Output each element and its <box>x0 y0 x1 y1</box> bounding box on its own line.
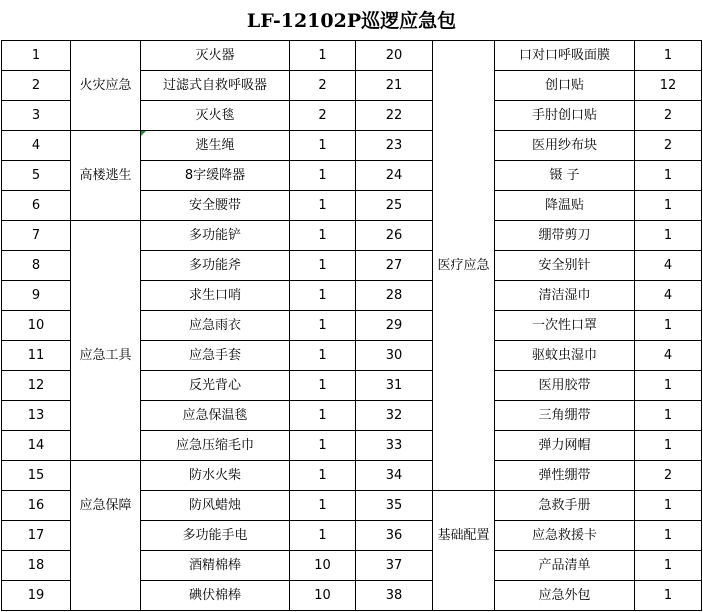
item-quantity: 1 <box>290 311 356 341</box>
item-name: 清洁湿巾 <box>495 281 635 311</box>
table-row <box>2 521 702 551</box>
table-row <box>2 131 702 161</box>
category-cell <box>433 341 495 371</box>
item-number: 33 <box>356 431 433 461</box>
item-quantity: 1 <box>635 221 702 251</box>
item-name: 绷带剪刀 <box>495 221 635 251</box>
table-row <box>2 191 702 221</box>
category-cell <box>71 221 141 251</box>
item-quantity: 1 <box>290 491 356 521</box>
table-row <box>2 431 702 461</box>
item-name: 安全腰带 <box>141 191 290 221</box>
item-name: 应急手套 <box>141 341 290 371</box>
item-quantity: 1 <box>290 161 356 191</box>
category-label: 基础配置 <box>433 521 495 551</box>
item-name: 应急救援卡 <box>495 521 635 551</box>
item-number: 22 <box>356 101 433 131</box>
item-quantity: 1 <box>635 431 702 461</box>
item-number: 26 <box>356 221 433 251</box>
item-quantity: 1 <box>290 521 356 551</box>
item-quantity: 1 <box>290 341 356 371</box>
item-number: 9 <box>2 281 71 311</box>
item-name: 三角绷带 <box>495 401 635 431</box>
category-cell <box>71 191 141 221</box>
item-number: 12 <box>2 371 71 401</box>
item-quantity: 1 <box>635 161 702 191</box>
item-name: 弹性绷带 <box>495 461 635 491</box>
item-quantity: 1 <box>290 401 356 431</box>
item-name: 求生口哨 <box>141 281 290 311</box>
item-quantity: 2 <box>635 461 702 491</box>
item-name: 应急保温毯 <box>141 401 290 431</box>
item-number: 28 <box>356 281 433 311</box>
item-number: 38 <box>356 581 433 611</box>
item-number: 3 <box>2 101 71 131</box>
category-cell <box>71 101 141 131</box>
item-quantity: 1 <box>635 581 702 611</box>
item-quantity: 1 <box>635 491 702 521</box>
kit-contents-table <box>1 40 702 611</box>
table-row <box>2 401 702 431</box>
page-title: LF-12102P巡逻应急包 <box>246 10 457 32</box>
item-name: 8字缓降器 <box>141 161 290 191</box>
category-cell <box>433 41 495 71</box>
item-number: 11 <box>2 341 71 371</box>
category-cell <box>433 191 495 221</box>
category-cell <box>71 311 141 341</box>
item-number: 29 <box>356 311 433 341</box>
item-number: 30 <box>356 341 433 371</box>
category-cell <box>71 131 141 161</box>
item-number: 24 <box>356 161 433 191</box>
item-number: 37 <box>356 551 433 581</box>
table-row <box>2 281 702 311</box>
item-name: 医用胶带 <box>495 371 635 401</box>
item-quantity: 10 <box>290 551 356 581</box>
item-name: 产品清单 <box>495 551 635 581</box>
item-number: 2 <box>2 71 71 101</box>
item-number: 36 <box>356 521 433 551</box>
item-quantity: 2 <box>290 71 356 101</box>
item-quantity: 1 <box>290 281 356 311</box>
item-name: 急救手册 <box>495 491 635 521</box>
item-number: 20 <box>356 41 433 71</box>
item-name: 多功能斧 <box>141 251 290 281</box>
item-quantity: 1 <box>635 521 702 551</box>
item-name: 降温贴 <box>495 191 635 221</box>
category-cell <box>71 521 141 551</box>
item-name: 反光背心 <box>141 371 290 401</box>
item-number: 15 <box>2 461 71 491</box>
item-name: 多功能铲 <box>141 221 290 251</box>
category-cell <box>71 551 141 581</box>
item-number: 17 <box>2 521 71 551</box>
table-row <box>2 371 702 401</box>
item-quantity: 1 <box>635 41 702 71</box>
category-cell <box>433 431 495 461</box>
item-number: 16 <box>2 491 71 521</box>
item-number: 18 <box>2 551 71 581</box>
item-number: 5 <box>2 161 71 191</box>
item-name: 创口贴 <box>495 71 635 101</box>
item-number: 31 <box>356 371 433 401</box>
table-row <box>2 341 702 371</box>
item-name: 灭火毯 <box>141 101 290 131</box>
item-name: 镊 子 <box>495 161 635 191</box>
item-name: 驱蚊虫湿巾 <box>495 341 635 371</box>
table-row <box>2 101 702 131</box>
item-name: 医用纱布块 <box>495 131 635 161</box>
category-cell <box>433 491 495 521</box>
item-quantity: 1 <box>290 251 356 281</box>
category-cell <box>71 371 141 401</box>
item-number: 34 <box>356 461 433 491</box>
item-number: 27 <box>356 251 433 281</box>
item-name: 防风蜡烛 <box>141 491 290 521</box>
item-name: 一次性口罩 <box>495 311 635 341</box>
item-quantity: 4 <box>635 281 702 311</box>
item-number: 32 <box>356 401 433 431</box>
category-cell <box>433 131 495 161</box>
category-cell <box>71 251 141 281</box>
item-quantity: 1 <box>290 191 356 221</box>
category-cell <box>433 101 495 131</box>
category-cell <box>433 281 495 311</box>
item-name: 口对口呼吸面膜 <box>495 41 635 71</box>
item-number: 4 <box>2 131 71 161</box>
item-quantity: 1 <box>635 191 702 221</box>
item-number: 8 <box>2 251 71 281</box>
category-label: 应急保障 <box>71 491 141 521</box>
item-quantity: 1 <box>290 461 356 491</box>
item-quantity: 2 <box>635 101 702 131</box>
item-quantity: 1 <box>290 221 356 251</box>
item-number: 14 <box>2 431 71 461</box>
item-quantity: 1 <box>635 401 702 431</box>
table-row <box>2 221 702 251</box>
item-name: 灭火器 <box>141 41 290 71</box>
table-row <box>2 161 702 191</box>
table-row <box>2 551 702 581</box>
item-name: 安全别针 <box>495 251 635 281</box>
item-name: 手肘创口贴 <box>495 101 635 131</box>
item-quantity: 1 <box>290 41 356 71</box>
category-cell <box>433 401 495 431</box>
item-quantity: 1 <box>290 431 356 461</box>
item-number: 1 <box>2 41 71 71</box>
table-row <box>2 491 702 521</box>
item-quantity: 1 <box>290 371 356 401</box>
item-quantity: 12 <box>635 71 702 101</box>
item-quantity: 1 <box>635 311 702 341</box>
category-label: 医疗应急 <box>433 251 495 281</box>
item-number: 23 <box>356 131 433 161</box>
item-quantity: 2 <box>290 101 356 131</box>
item-name: 过滤式自救呼吸器 <box>141 71 290 101</box>
item-quantity: 4 <box>635 341 702 371</box>
item-quantity: 1 <box>290 131 356 161</box>
category-cell <box>433 71 495 101</box>
item-number: 13 <box>2 401 71 431</box>
table-body <box>2 41 702 611</box>
table-row <box>2 581 702 611</box>
category-cell <box>71 461 141 491</box>
item-quantity: 1 <box>635 371 702 401</box>
category-cell <box>433 221 495 251</box>
table-row <box>2 251 702 281</box>
category-label: 高楼逃生 <box>71 161 141 191</box>
item-number: 25 <box>356 191 433 221</box>
item-name: 应急外包 <box>495 581 635 611</box>
item-number: 21 <box>356 71 433 101</box>
category-cell <box>71 581 141 611</box>
item-name: 多功能手电 <box>141 521 290 551</box>
item-number: 35 <box>356 491 433 521</box>
category-cell <box>433 161 495 191</box>
item-number: 10 <box>2 311 71 341</box>
item-quantity: 4 <box>635 251 702 281</box>
category-cell <box>433 581 495 611</box>
category-cell <box>71 401 141 431</box>
category-cell <box>71 431 141 461</box>
category-cell <box>433 461 495 491</box>
item-name: 应急压缩毛巾 <box>141 431 290 461</box>
table-row <box>2 461 702 491</box>
category-cell <box>71 41 141 71</box>
table-row <box>2 311 702 341</box>
table-row <box>2 41 702 71</box>
category-cell <box>433 371 495 401</box>
category-cell <box>433 551 495 581</box>
item-quantity: 1 <box>635 551 702 581</box>
item-name: 应急雨衣 <box>141 311 290 341</box>
item-name: 弹力网帽 <box>495 431 635 461</box>
item-name: 防水火柴 <box>141 461 290 491</box>
item-quantity: 10 <box>290 581 356 611</box>
item-number: 6 <box>2 191 71 221</box>
item-name: 酒精棉棒 <box>141 551 290 581</box>
item-number: 7 <box>2 221 71 251</box>
category-cell <box>433 311 495 341</box>
table-row <box>2 71 702 101</box>
item-name: 碘伏棉棒 <box>141 581 290 611</box>
item-number: 19 <box>2 581 71 611</box>
category-cell <box>71 281 141 311</box>
category-label: 应急工具 <box>71 341 141 371</box>
item-name: 逃生绳 <box>141 131 290 161</box>
category-label: 火灾应急 <box>71 71 141 101</box>
item-quantity: 2 <box>635 131 702 161</box>
